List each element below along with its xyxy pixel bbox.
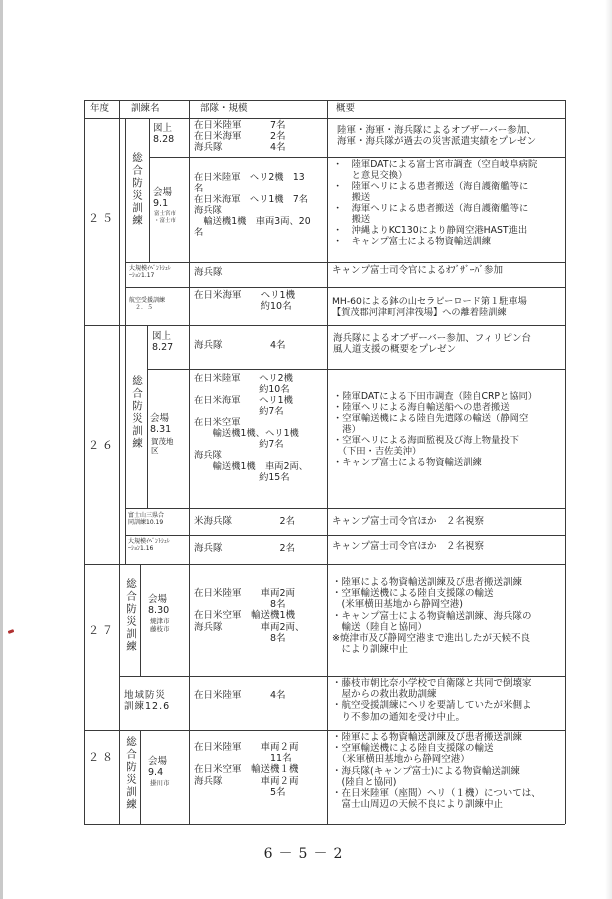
r25-map-units: 在日米陸軍 7名 在日米海軍 2名 海兵隊 4名 [194, 120, 286, 154]
r26-fuji-summary: キャンプ富士司令官ほか ２名視察 [332, 516, 485, 527]
category-28: 総合防災訓練 [125, 736, 137, 811]
r28-venue-units: 在日米陸軍 車両２両 11名 在日米空軍 輸送機１機 海兵隊 車両２両 5名 [194, 742, 299, 798]
r26-venue-summary: ・陸軍DATによる下田市調査（陸自CRPと協同） ・陸軍ヘリによる海自輸送船への患者搬送 ・空軍輸送機による陸自先遣隊の輸送（静岡空 港） ・空軍ヘリによる海面監視及び海上物量投下 （下田・吉佐美沖） ・キャンプ富士による物資輸送訓練 [333, 391, 538, 468]
header-summary: 概要 [336, 103, 356, 114]
rule [84, 100, 85, 824]
category-25: 総合防災訓練 [131, 152, 143, 227]
r27-area-summary: ・藤枝市朝比奈小学校で自衛隊と共同で倒壊家 屋からの救出救助訓練 ・航空受援訓練にヘリを要請していたが米側よ り不参加の通知を受け中止。 [332, 678, 532, 723]
r26-fuji-units: 米海兵隊 2名 [194, 516, 296, 527]
r27-area-units: 在日米陸軍 4名 [194, 690, 286, 701]
r26-large-units: 海兵隊 2名 [194, 543, 296, 554]
year-26: ２６ [88, 439, 116, 452]
scan-left-edge [0, 0, 3, 899]
rule [149, 157, 565, 158]
r28-venue-summary: ・陸軍による物資輸送訓練及び患者搬送訓練 ・空軍輸送機による陸自支援隊の輸送 （米軍横田基地から静岡空港） ・海兵隊(キャンプ富士)による物資輸送訓練 (陸自と協同) ・在日米陸軍（座間）ヘリ（１機）については、 富士山周辺の天候不良により訓練中止 [332, 732, 541, 811]
rule [125, 287, 565, 288]
r25-venue-label: 会場 9.1 [153, 187, 173, 210]
header-year: 年度 [90, 103, 110, 114]
r25-map-label: 図上 8.28 [153, 123, 175, 146]
rule [147, 325, 148, 508]
rule [140, 730, 141, 824]
rule [125, 325, 126, 564]
rule [125, 535, 565, 536]
r27-venue-label: 会場 8.30 [148, 594, 170, 617]
r26-venue-units: 在日米陸軍 ヘリ2機 約10名 在日米海軍 ヘリ1機 約7名 在日米空軍 輸送機1機、ヘリ1機 約7名 海兵隊 輸送機1機 車両2両、 約15名 [194, 373, 309, 483]
r26-large-label: 大規模ｲﾍﾞﾝﾄｼｭﾚ ｰｼｮﾝ1.16 [128, 538, 171, 553]
r25-map-summary: 陸軍・海軍・海兵隊によるオブザーバー参加、 海軍・海兵隊が過去の災害派遣実績をプレゼン [337, 125, 537, 148]
r26-large-summary: キャンプ富士司令官ほか ２名視察 [332, 541, 485, 552]
r26-venue-place: 賀茂地 区 [151, 437, 174, 455]
rule [147, 369, 565, 370]
r26-venue-label: 会場 8.31 [150, 413, 172, 436]
rule [84, 730, 565, 731]
scan-right-edge [605, 0, 612, 899]
rule [149, 118, 150, 262]
r25-large-label: 大規模ｲﾍﾞﾝﾄｼｭﾚ ｰｼｮﾝ1.17 [129, 265, 172, 280]
rule [189, 100, 190, 824]
r27-venue-summary: ・陸軍による物資輸送訓練及び患者搬送訓練 ・空軍輸送機による陸自支援隊の輸送 (米軍横田基地から静岡空港) ・キャンプ富士による物資輸送訓練、海兵隊の 輸送（陸自と協同） ※焼津市及び静岡空港まで進出したが天候不良 により訓練中止 [332, 577, 532, 656]
r27-venue-units: 在日米陸軍 車両2両 8名 在日米空軍 輸送機1機 海兵隊 車両2両、 8名 [194, 588, 305, 644]
year-25: ２５ [88, 212, 116, 225]
rule [84, 100, 565, 101]
rule [125, 118, 126, 325]
r26-map-units: 海兵隊 4名 [194, 340, 286, 351]
r27-venue-place: 焼津市 藤枝市 [150, 617, 170, 633]
r28-venue-label: 会場 9.4 [148, 756, 168, 779]
r25-large-units: 海兵隊 [194, 267, 223, 278]
r26-fuji-label: 富士山三県合 同訓練10.19 [128, 512, 165, 527]
r25-air-summary: MH-60による鉢の山セラピーロード第１駐車場 【賀茂郡河津町河津筏場】への離着陸訓練 [332, 296, 527, 318]
category-27: 総合防災訓練 [125, 578, 137, 653]
rule [84, 824, 565, 825]
rule [140, 564, 141, 676]
rule [125, 508, 565, 509]
r26-map-summary: 海兵隊によるオブザーバー参加、フィリピン台 風人道支援の概要をプレゼン [333, 333, 531, 356]
year-28: ２８ [88, 751, 116, 764]
r26-map-label: 図上 8.27 [152, 331, 174, 354]
rule [84, 564, 565, 565]
rule [119, 100, 120, 824]
r25-air-label: 航空受援訓練 ２．５ [129, 297, 166, 312]
rule [119, 676, 565, 677]
page-number: 6－5－2 [263, 846, 349, 862]
rule [125, 262, 565, 263]
r25-venue-place: 富士宮市 ・富士市 [154, 211, 177, 224]
year-27: ２７ [88, 624, 116, 637]
header-training-name: 訓練名 [131, 103, 160, 114]
r27-area-label: 地域防災 訓練12.6 [124, 690, 171, 713]
header-units: 部隊・規模 [200, 103, 248, 114]
r25-venue-units: 在日米陸軍 ヘリ2機 13 名 在日米海軍 ヘリ1機 7名 海兵隊 輸送機1機 車両3両、20 名 [194, 172, 311, 238]
red-mark [8, 629, 15, 634]
category-26: 総合防災訓練 [131, 375, 143, 450]
r28-venue-place: 掛川市 [150, 779, 170, 787]
r25-venue-summary: ・ 陸軍DATによる富士宮市調査（空自岐阜病院 と意見交換） ・ 陸軍ヘリによる患者搬送（海自護衛艦等に 搬送 ・ 海軍ヘリによる患者搬送（海自護衛艦等に 搬送 ・ 沖縄よりKC130により静岡空港HAST進出 ・ キャンプ富士による物資輸送訓練 [333, 159, 538, 247]
rule [84, 118, 565, 119]
rule [84, 325, 565, 326]
r25-large-summary: キャンプ富士司令官によるｵﾌﾞｻﾞｰﾊﾞ参加 [332, 265, 504, 276]
rule [565, 100, 566, 824]
r25-air-units: 在日米海軍 ヘリ1機 約10名 [194, 290, 296, 313]
rule [327, 100, 328, 824]
